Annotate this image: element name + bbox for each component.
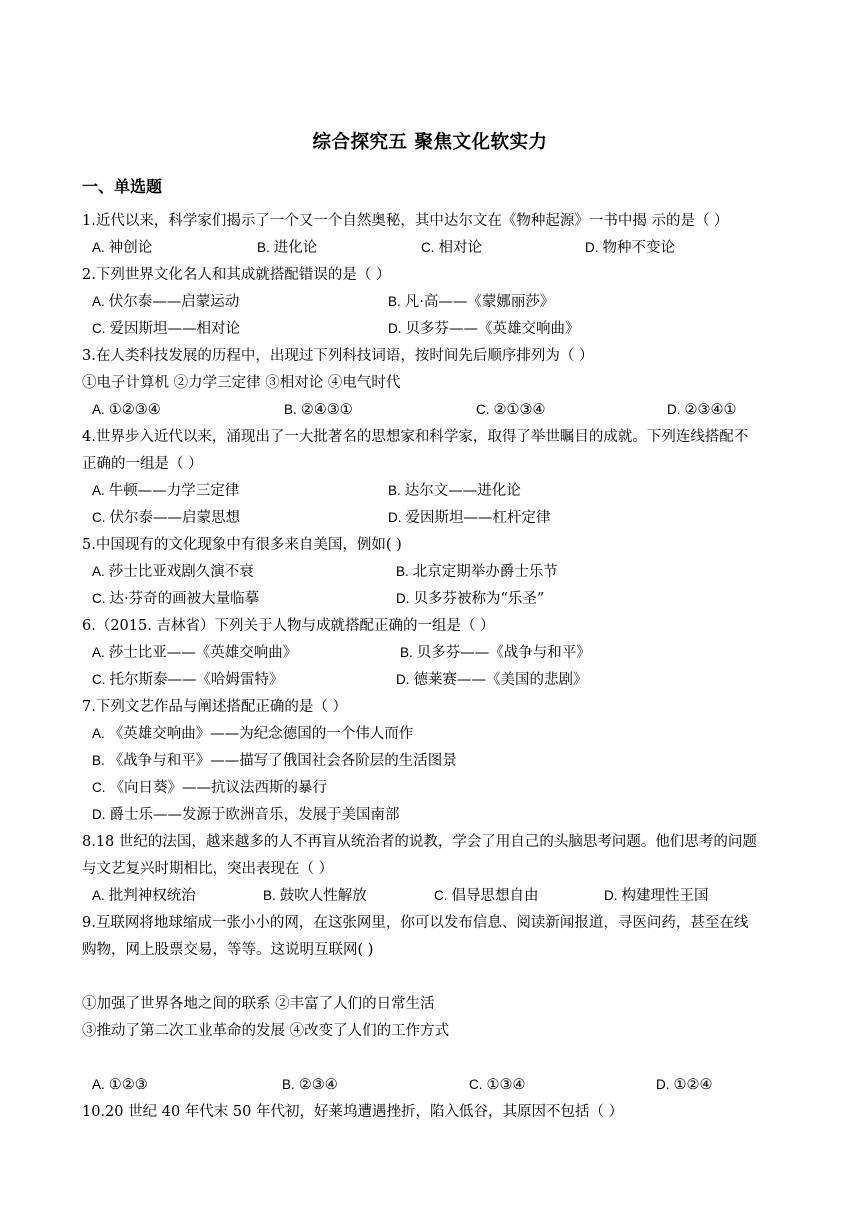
- document-title: 综合探究五 聚焦文化软实力: [312, 132, 548, 153]
- option-c[interactable]: C. 相对论: [421, 240, 482, 256]
- question-3-options: [92, 400, 792, 420]
- option-b[interactable]: B. 进化论: [257, 240, 318, 256]
- question-3-items: ①电子计算机 ②力学三定律 ③相对论 ④电气时代: [82, 375, 401, 391]
- option-b[interactable]: B. 达尔文——进化论: [388, 483, 521, 499]
- option-c[interactable]: C. ①③④: [469, 1077, 526, 1093]
- question-2-options-row2: [92, 319, 792, 339]
- option-a[interactable]: A. ①②③④: [92, 402, 161, 418]
- question-5-stem: 5.中国现有的文化现象中有很多来自美国，例如( ): [82, 537, 402, 553]
- option-c[interactable]: C. 倡导思想自由: [434, 888, 539, 904]
- option-d[interactable]: D. 爱因斯坦——杠杆定律: [388, 510, 551, 526]
- question-7-stem: 7.下列文艺作品与阐述搭配正确的是（ ）: [82, 699, 347, 715]
- question-9-options: [92, 1075, 792, 1095]
- question-5-options-row1: [92, 562, 792, 582]
- question-3-stem: 3.在人类科技发展的历程中，出现过下列科技词语，按时间先后顺序排列为（ ）: [82, 348, 594, 364]
- option-b[interactable]: B. 北京定期举办爵士乐节: [396, 564, 558, 580]
- option-b[interactable]: B. 《战争与和平》——描写了俄国社会各阶层的生活图景: [92, 753, 457, 769]
- question-4-stem-line2: 正确的一组是（ ）: [82, 456, 203, 472]
- option-b[interactable]: B. ②④③①: [284, 402, 353, 418]
- option-a[interactable]: A. 神创论: [92, 240, 153, 256]
- question-2-stem: 2.下列世界文化名人和其成就搭配错误的是（ ）: [82, 267, 391, 283]
- question-1-stem: 1.近代以来，科学家们揭示了一个又一个自然奥秘，其中达尔文在《物种起源》一书中揭 示的是（ ）: [82, 213, 729, 229]
- question-6-stem: 6.（2015. 吉林省）下列关于人物与成就搭配正确的一组是（ ）: [82, 618, 495, 634]
- option-d[interactable]: D. 贝多芬——《英雄交响曲》: [388, 321, 580, 337]
- option-d[interactable]: D. 爵士乐——发源于欧洲音乐，发展于美国南部: [92, 807, 400, 823]
- option-c[interactable]: C. 托尔斯泰——《哈姆雷特》: [92, 672, 284, 688]
- question-4-stem-line1: 4.世界步入近代以来，涌现出了一大批著名的思想家和科学家，取得了举世瞩目的成就。下列连线搭配不: [82, 429, 749, 445]
- question-9-items-line2: ③推动了第二次工业革命的发展 ④改变了人们的工作方式: [82, 1023, 450, 1039]
- option-b[interactable]: B. 贝多芬——《战争与和平》: [400, 645, 591, 661]
- section-heading: 一、单选题: [82, 177, 163, 196]
- option-d[interactable]: D. 构建理性王国: [604, 888, 709, 904]
- option-a[interactable]: A. 莎士比亚——《英雄交响曲》: [92, 645, 298, 661]
- option-d[interactable]: D. ②③④①: [667, 402, 737, 418]
- option-c[interactable]: C. ②①③④: [476, 402, 546, 418]
- option-d[interactable]: D. 物种不变论: [585, 240, 675, 256]
- option-a[interactable]: A. 伏尔泰——启蒙运动: [92, 294, 240, 310]
- question-10-stem: 10.20 世纪 40 年代末 50 年代初，好莱坞遭遇挫折，陷入低谷，其原因不包括（ ）: [82, 1104, 624, 1120]
- question-7-option-c-row: [92, 778, 792, 798]
- option-a[interactable]: A. 批判神权统治: [92, 888, 196, 904]
- option-a[interactable]: A. 《英雄交响曲》——为纪念德国的一个伟人而作: [92, 726, 414, 742]
- question-1-options: [92, 238, 792, 258]
- option-d[interactable]: D. ①②④: [656, 1077, 713, 1093]
- question-8-options: [92, 886, 792, 906]
- option-b[interactable]: B. ②③④: [282, 1077, 338, 1093]
- option-c[interactable]: C. 伏尔泰——启蒙思想: [92, 510, 240, 526]
- question-7-option-a-row: [92, 724, 792, 744]
- option-c[interactable]: C. 达·芬奇的画被大量临摹: [92, 591, 260, 607]
- option-b[interactable]: B. 鼓吹人性解放: [263, 888, 367, 904]
- question-6-options-row2: [92, 670, 792, 690]
- question-6-options-row1: [92, 643, 792, 663]
- option-d[interactable]: D. 贝多芬被称为“乐圣”: [396, 591, 545, 607]
- question-7-option-b-row: [92, 751, 792, 771]
- question-4-options-row1: [92, 481, 792, 501]
- question-9-items-line1: ①加强了世界各地之间的联系 ②丰富了人们的日常生活: [82, 996, 435, 1012]
- question-4-options-row2: [92, 508, 792, 528]
- option-a[interactable]: A. 莎士比亚戏剧久演不衰: [92, 564, 254, 580]
- option-a[interactable]: A. 牛顿——力学三定律: [92, 483, 240, 499]
- question-8-stem-line2: 与文艺复兴时期相比，突出表现在（ ）: [82, 861, 334, 877]
- question-8-stem-line1: 8.18 世纪的法国，越来越多的人不再盲从统治者的说教，学会了用自己的头脑思考问题。他们思考的问题: [82, 834, 757, 850]
- question-5-options-row2: [92, 589, 792, 609]
- question-9-stem-line1: 9.互联网将地球缩成一张小小的网，在这张网里，你可以发布信息、阅读新闻报道，寻医问药，甚至在线: [82, 915, 749, 931]
- option-c[interactable]: C. 《向日葵》——抗议法西斯的暴行: [92, 780, 327, 796]
- option-a[interactable]: A. ①②③: [92, 1077, 148, 1093]
- option-d[interactable]: D. 德莱赛——《美国的悲剧》: [396, 672, 588, 688]
- question-2-options-row1: [92, 292, 792, 312]
- question-9-stem-line2: 购物，网上股票交易，等等。这说明互联网( ): [82, 942, 374, 958]
- option-b[interactable]: B. 凡·高——《蒙娜丽莎》: [388, 294, 555, 310]
- question-7-option-d-row: [92, 805, 792, 825]
- option-c[interactable]: C. 爱因斯坦——相对论: [92, 321, 240, 337]
